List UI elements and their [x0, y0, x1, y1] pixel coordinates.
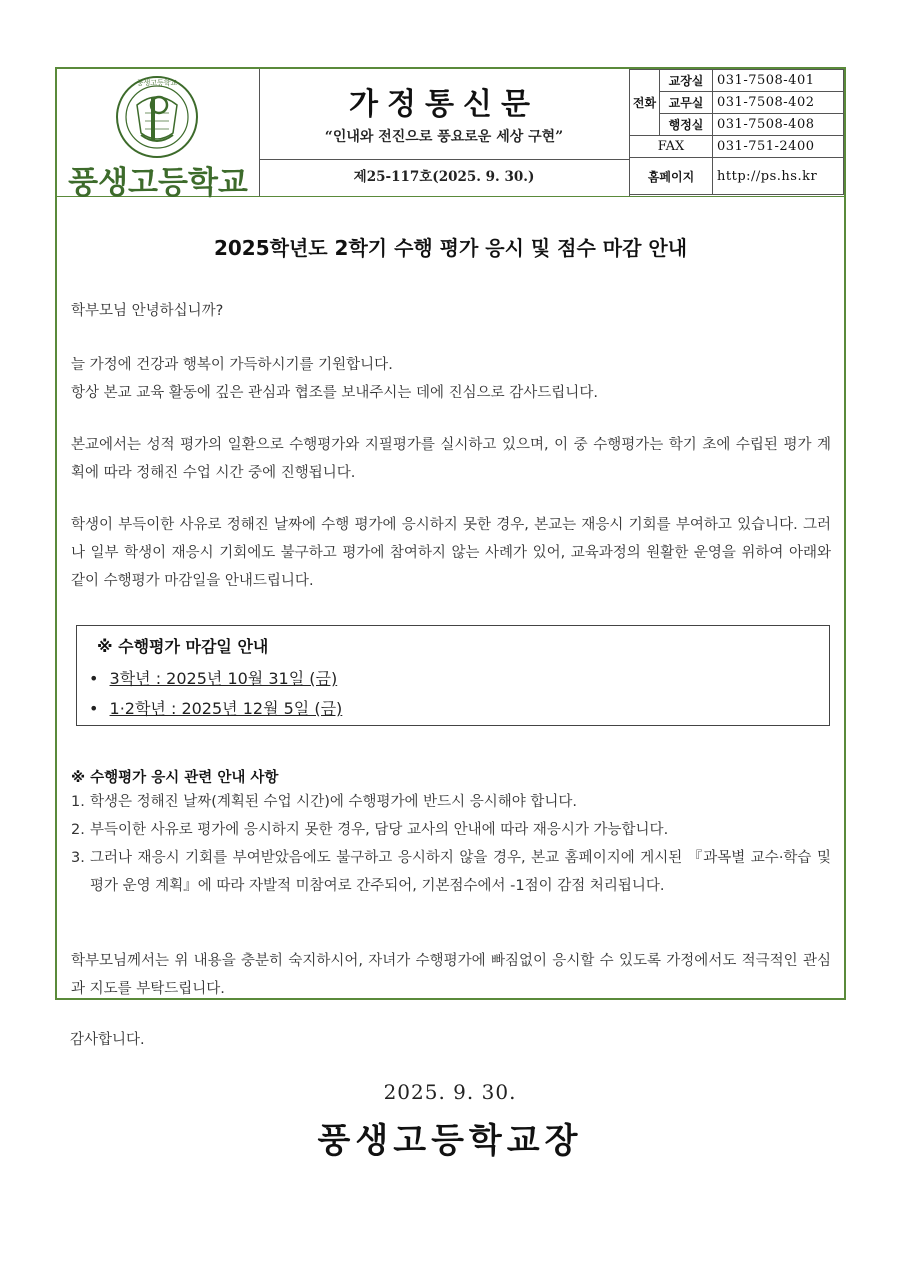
document-frame: [55, 67, 846, 1000]
deadline-grade12: 1·2학년 : 2025년 12월 5일 (금): [109, 699, 343, 718]
paragraph-intro: [71, 351, 831, 407]
list-number: 2.: [71, 822, 85, 838]
contact-label: 교무실: [660, 92, 713, 114]
list-text: 학생은 정해진 날짜(계획된 수업 시간)에 수행평가에 반드시 응시해야 합니다.: [90, 794, 578, 810]
school-name: 풍생고등학교: [68, 165, 248, 201]
emblem-ring-text: 풍생고등학교: [136, 79, 178, 87]
fax-label: FAX: [630, 136, 713, 158]
contact-table: [629, 69, 844, 196]
title-cell: [259, 69, 630, 160]
intro-line: 항상 본교 교육 활동에 깊은 관심과 협조를 보내주시는 데에 진심으로 감사드립니다.: [71, 385, 598, 401]
principal-signature: 풍생고등학교장: [317, 1121, 583, 1161]
contact-value: 031-7508-402: [713, 92, 844, 114]
paragraph-evaluation: 본교에서는 성적 평가의 일환으로 수행평가와 지필평가를 실시하고 있으며, 이 중 수행평가는 학기 초에 수립된 평가 계획에 따라 정해진 수업 시간 중에 진행됩니다.: [71, 437, 831, 481]
deadline-box-title: ※ 수행평가 마감일 안내: [97, 637, 269, 656]
greeting: 학부모님 안녕하십니까?: [71, 303, 224, 319]
contact-value: 031-7508-401: [713, 70, 844, 92]
homepage-link[interactable]: http://ps.hs.kr: [713, 158, 844, 195]
contact-label: 교장실: [660, 70, 713, 92]
deadline-item: [89, 696, 342, 719]
guide-title: ※ 수행평가 응시 관련 안내 사항: [71, 770, 279, 786]
list-number: 1.: [71, 794, 85, 810]
school-emblem-icon: [115, 75, 199, 159]
list-item: [71, 816, 831, 844]
list-number: 3.: [71, 850, 85, 866]
homepage-label: 홈페이지: [630, 158, 713, 195]
school-motto: “인내와 전진으로 풍요로운 세상 구현”: [324, 129, 564, 145]
list-text: 그러나 재응시 기회를 부여받았음에도 불구하고 응시하지 않을 경우, 본교 홈페이지에 게시된 『과목별 교수·학습 및 평가 운영 계획』에 따라 자발적 미참여로 간주되어, 기본점수에서 -1점이 감점 처리됩니다.: [90, 850, 831, 894]
intro-line: 늘 가정에 건강과 행복이 가득하시기를 기원합니다.: [71, 357, 393, 373]
logo-cell: [57, 69, 260, 201]
closing-paragraph: 학부모님께서는 위 내용을 충분히 숙지하시어, 자녀가 수행평가에 빠짐없이 응시할 수 있도록 가정에서도 적극적인 관심과 지도를 부탁드립니다.: [71, 953, 831, 997]
deadline-grade3: 3학년 : 2025년 10월 31일 (금): [109, 669, 338, 688]
bullet: •: [89, 699, 99, 718]
list-item: [71, 844, 831, 900]
bullet: •: [89, 669, 99, 688]
list-item: [71, 788, 831, 816]
paragraph-retest: 학생이 부득이한 사유로 정해진 날짜에 수행 평가에 응시하지 못한 경우, 본교는 재응시 기회를 부여하고 있습니다. 그러나 일부 학생이 재응시 기회에도 불구하고 평가에 참여하지 않는 사례가 있어, 교육과정의 원활한 운영을 위하여 아래와 같이 수행평가 마감일을 안내드립니다.: [71, 517, 831, 589]
issue-number: 제25-117호(2025. 9. 30.): [259, 159, 630, 196]
deadline-item: [89, 666, 337, 689]
list-text: 부득이한 사유로 평가에 응시하지 못한 경우, 담당 교사의 안내에 따라 재응시가 가능합니다.: [90, 822, 669, 838]
phone-label: 전화: [630, 70, 660, 136]
thanks: 감사합니다.: [70, 1032, 145, 1048]
contact-label: 행정실: [660, 114, 713, 136]
document-title: 2025학년도 2학기 수행 평가 응시 및 점수 마감 안내: [213, 236, 688, 260]
guide-list: [71, 788, 831, 900]
deadline-notice-box: [76, 625, 830, 726]
contact-value: 031-7508-408: [713, 114, 844, 136]
letterhead: [57, 69, 844, 201]
newsletter-title: 가정통신문: [349, 87, 539, 122]
issue-date: 2025. 9. 30.: [383, 1080, 517, 1104]
fax-value: 031-751-2400: [713, 136, 844, 158]
